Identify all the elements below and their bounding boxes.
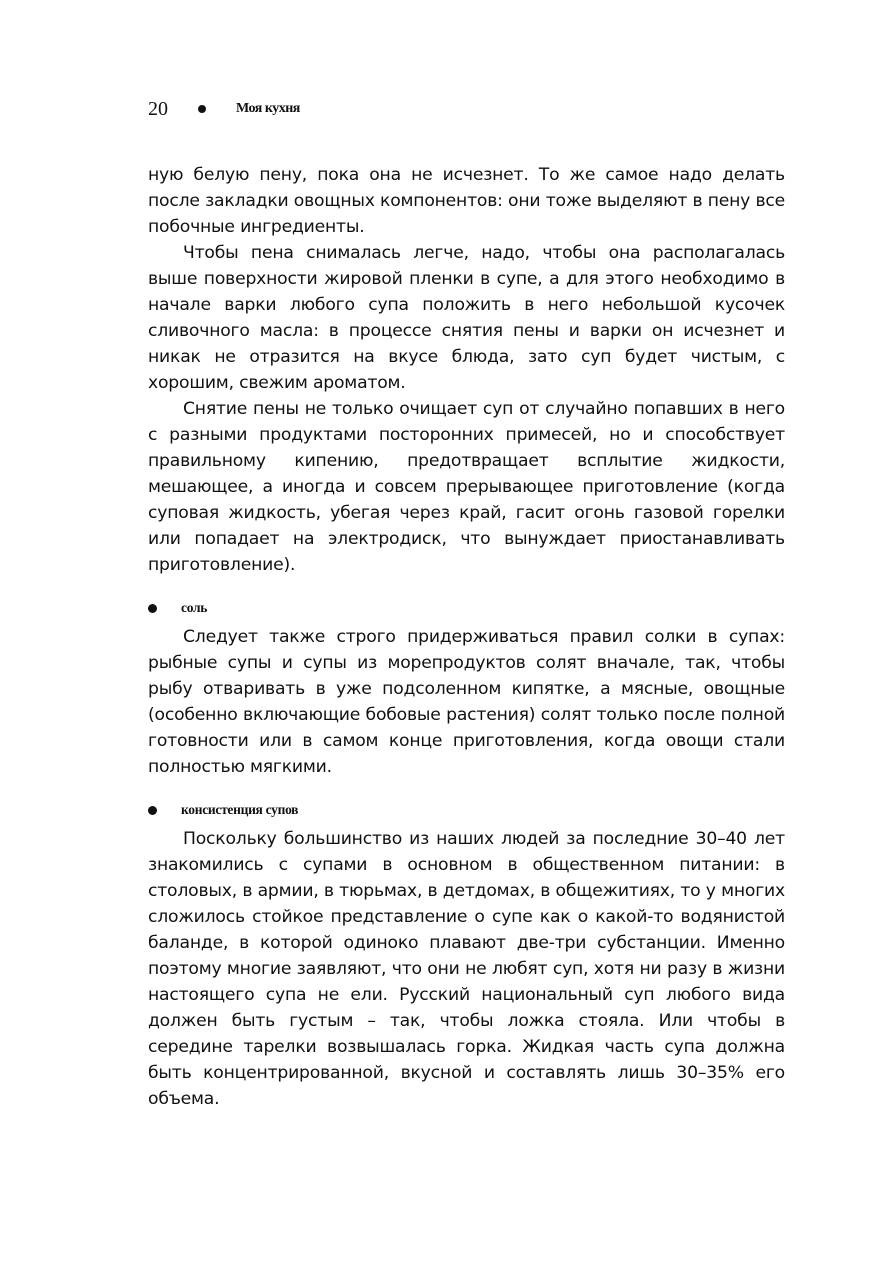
paragraph: Чтобы пена снималась легче, надо, чтобы она располагалась выше поверхности жировой пленки в супе, а для этого необходимо в начале варки любого супа положить в него небольшой кусочек сливочного масла: в процессе снятия пены и варки он исчезнет и никак не отразится на вкусе блюда, зато суп будет чистым, с хорошим, свежим ароматом. [148,243,785,393]
section-heading-salt [148,598,207,618]
page-number: 20 [148,97,168,120]
section-title: консистенция супов [181,802,299,817]
running-header [148,96,300,122]
paragraph: Поскольку большинство из наших людей за последние 30–40 лет знакомились с супами в основном в общественном питании: в столовых, в армии, в тюрьмах, в детдомах, в общежитиях, то у многих сложилось стойкое представление о супе как о какой-то водянистой баланде, в которой одиноко плавают две-три субстанции. Именно поэтому многие заявляют, что они не любят суп, хотя ни разу в жизни настоящего супа не ели. Русский национальный суп любого вида должен быть густым – так, чтобы ложка стояла. Или чтобы в середине тарелки возвышалась горка. Жидкая часть супа должна быть концентрированной, вкусной и составлять лишь 30–35% его объема. [148,829,785,1109]
text-block-consistency [148,826,785,1112]
section-heading-consistency [148,800,298,820]
running-title: Моя кухня [236,101,300,116]
section-title: соль [181,600,208,615]
paragraph: Снятие пены не только очищает суп от случайно попавших в него с разными продуктами посторонних примесей, но и способствует правильному кипению, предотвращает всплытие жидкости, мешающее, а иногда и совсем прерывающее приготовление (когда суповая жидкость, убегая через край, гасит огонь газовой горелки или попадает на электродиск, что вынуждает приостанавливать приготовление). [148,399,785,575]
text-block-foam [148,162,785,578]
paragraph: ную белую пену, пока она не исчезнет. То же самое надо делать после закладки овощных компонентов: они тоже выделяют в пену все побочные ингредиенты. [148,165,785,237]
bullet-icon [148,806,157,815]
paragraph: Следует также строго придерживаться правил солки в супах: рыбные супы и супы из морепродуктов солят вначале, так, чтобы рыбу отваривать в уже подсоленном кипятке, а мясные, овощные (особенно включающие бобовые растения) солят только после полной готовности или в самом конце приготовления, когда овощи стали полностью мягкими. [148,627,785,777]
text-block-salt [148,624,785,780]
bullet-icon [148,604,157,613]
bullet-icon [198,105,206,113]
